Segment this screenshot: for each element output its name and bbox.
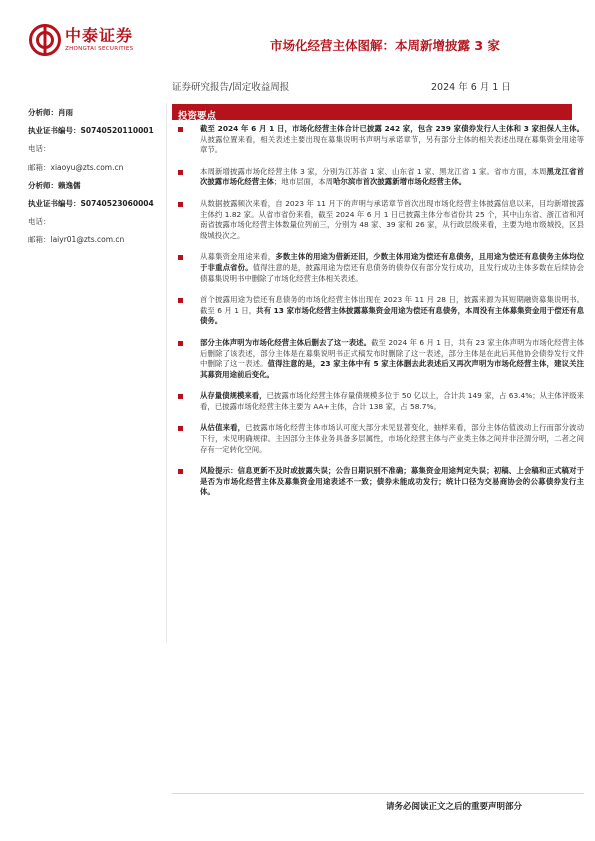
- bullet-item: 截至 2024 年 6 月 1 日，市场化经营主体合计已披露 242 家，包含 239 家债券发行人主体和 3 家担保人主体。从披露位置来看，相关表述主要出现在募集说明书声明与承诺章节，另有部分主体的相关表述出现在募集资金用途等章节。: [172, 124, 584, 156]
- analyst-email-link[interactable]: laiyr01@zts.com.cn: [50, 235, 125, 245]
- analyst-name: 肖雨: [58, 108, 73, 117]
- sidebar-divider: [166, 103, 167, 643]
- bullet-square-icon: [178, 341, 183, 346]
- logo-chinese-name: 中泰证券: [65, 26, 134, 45]
- analyst-email-line: 邮箱：laiyr01@zts.com.cn: [28, 235, 125, 245]
- bullet-item: 从数据披露频次来看，自 2023 年 11 月下的声明与承诺章节首次出现市场化经营主体披露信息以来，目均新增披露主体约 1.82 家。从省市省份来看，截至 2024 年 6 月 1 日已披露主体分布省份共 25 个，其中山东省、浙江省和河南省披露市场化经营主体数量位列前三，分别为 48 家、39 家和 26 家，从行政层级来看，主要为地市级城投，区县级城投次之。: [172, 199, 584, 241]
- bullet-square-icon: [178, 426, 183, 431]
- bullet-item: 本周新增披露市场化经营主体 3 家，分别为江苏省 1 家、山东省 1 家、黑龙江省 1 家。省市方面，本周黑龙江省首次披露市场化经营主体；地市层面，本周哈尔滨市首次披露新增市场化经营主体。: [172, 167, 584, 188]
- company-logo: [29, 24, 133, 56]
- analyst-email-link[interactable]: xiaoyu@zts.com.cn: [50, 162, 124, 172]
- analyst-cert-line: 执业证书编号：S0740523060004: [28, 198, 154, 208]
- bullet-square-icon: [178, 394, 183, 399]
- bullet-item: 部分主体声明为市场化经营主体后删去了这一表述。截至 2024 年 6 月 1 日，共有 23 家主体声明为市场化经营主体后删除了该表述，部分主体是在募集说明书正式稿发布时删除了这一表述，部分主体是在此后其他协会债券发行文件中删除了这一表述。值得注意的是，23 家主体中有 5 家主体删去此表述后又再次声明为市场化经营主体，建议关注其募资用途前后变化。: [172, 338, 584, 380]
- logo-english-name: ZHONGTAI SECURITIES: [65, 46, 134, 52]
- bullet-square-icon: [178, 298, 183, 303]
- footer-divider: [172, 793, 584, 794]
- analyst-cert-line: 执业证书编号：S0740520110001: [28, 126, 154, 136]
- report-category: 证券研究报告/固定收益周报: [172, 82, 290, 93]
- bullet-item: 首个披露用途为偿还有息债务的市场化经营主体出现在 2023 年 11 月 28 日，披露来源为其短期融资募集说明书。截至 6 月 1 日，共有 13 家市场化经营主体披露募集资金用途为偿还有息债务，本周没有主体募集资金用于偿还有息债务。: [172, 295, 584, 327]
- bullet-item: 从估值来看，已披露市场化经营主体市场认可度大部分未见显著变化，抽样来看，部分主体估值波动上行而部分波动下行，未见明确规律。主因部分主体业务具备多层属性，市场化经营主体与产业类主体之间并非泾渭分明，二者之间存有一定转化空间。: [172, 423, 584, 455]
- analyst-panel: [28, 104, 166, 250]
- analyst-cert: S0740523060004: [80, 198, 154, 208]
- bullet-square-icon: [178, 127, 183, 132]
- logo-emblem-icon: [29, 24, 61, 56]
- analyst-name: 赖逸儒: [58, 180, 81, 190]
- bullet-item: 从募集资金用途来看，多数主体的用途为借新还旧，少数主体用途为偿还有息债务，且用途为偿还有息债务主体均位于非重点省份。值得注意的是，披露用途为偿还有息债务的债券仅有部分发行成功，且发行成功主体多数在后续协会债募集说明书中删除了市场化经营主体相关表述。: [172, 252, 584, 284]
- section-header-bar: [172, 104, 572, 120]
- report-title: 市场化经营主体图解：本周新增披露 3 家: [270, 38, 500, 53]
- analyst-email-line: 邮箱：xiaoyu@zts.com.cn: [28, 162, 124, 172]
- section-title: 投资要点: [178, 111, 217, 122]
- analyst-phone-line: 电话：: [28, 144, 51, 154]
- analyst-name-line: 分析师：肖雨: [28, 108, 73, 117]
- bullet-square-icon: [178, 170, 183, 175]
- bullet-item: 从存量债规模来看，已披露市场化经营主体存量债规模多位于 50 亿以上，合计共 149 家，占 63.4%；从主体评级来看，已披露市场化经营主体主要为 AA+主体，合计 138 家，占 58.7%。: [172, 391, 584, 412]
- analyst-phone-line: 电话：: [28, 217, 51, 227]
- bullet-square-icon: [178, 255, 183, 260]
- bullet-square-icon: [178, 202, 183, 207]
- analyst-name-line: 分析师：赖逸儒: [28, 180, 81, 190]
- investment-highlights: [172, 124, 584, 498]
- analyst-cert: S0740520110001: [80, 126, 154, 136]
- report-date: 2024 年 6 月 1 日: [431, 82, 511, 93]
- risk-warning-item: 风险提示：信息更新不及时或披露失误；公告日期识别不准确；募集资金用途判定失误；初稿、上会稿和正式稿对于是否为市场化经营主体及募集资金用途表述不一致；债券未能成功发行；统计口径为交易商协会的公募债券发行主体。: [172, 466, 584, 498]
- bullet-square-icon: [178, 469, 183, 474]
- disclaimer-footer: 请务必阅读正文之后的重要声明部分: [386, 802, 523, 812]
